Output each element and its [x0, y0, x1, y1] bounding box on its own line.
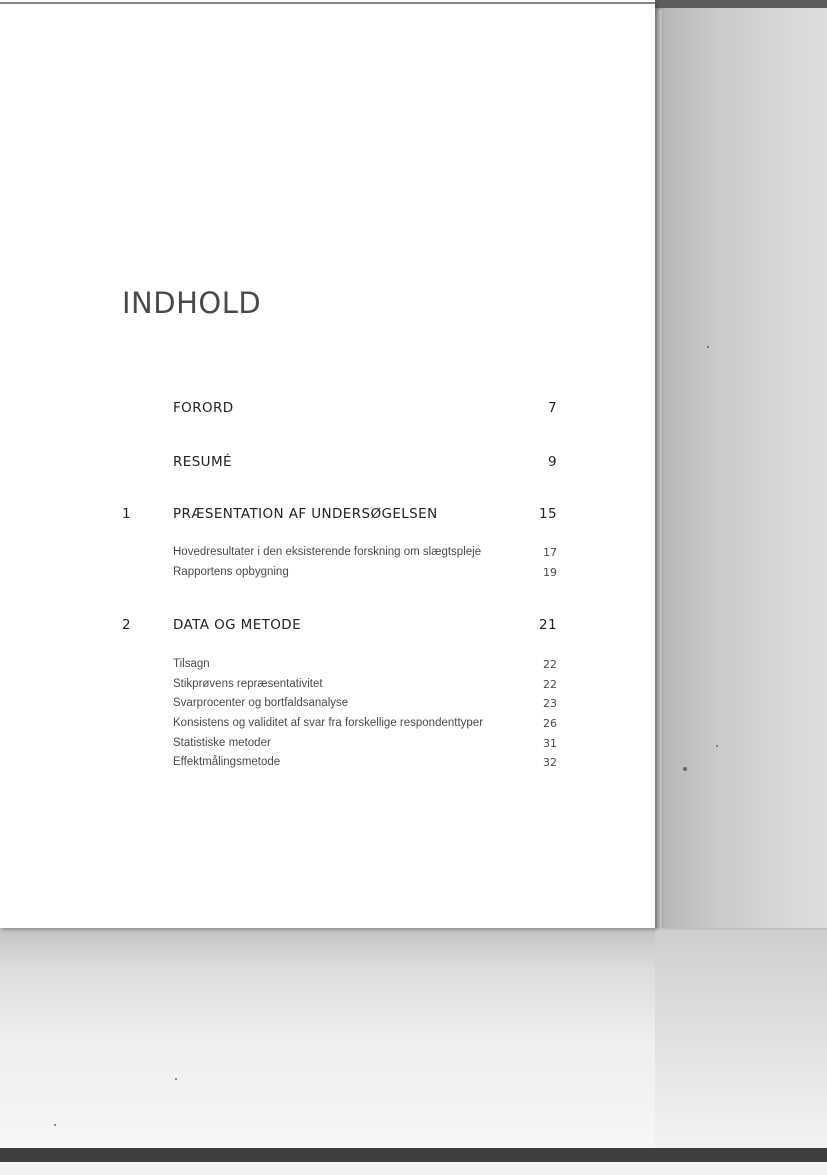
toc-subentry[interactable] — [0, 697, 560, 719]
toc-subentry-label: Svarprocenter og bortfaldsanalyse — [173, 697, 349, 709]
toc-subentry-page: 23 — [543, 697, 557, 710]
toc-subentry[interactable] — [0, 717, 560, 739]
toc-entry-page: 21 — [539, 617, 557, 633]
toc-subentry-label: Statistiske metoder — [173, 737, 271, 749]
toc-chapter-1[interactable] — [0, 506, 560, 528]
toc-subentry-page: 26 — [543, 717, 557, 730]
toc-subentry[interactable] — [0, 566, 560, 588]
scan-border-top-right — [655, 0, 827, 8]
toc-entry-label: FORORD — [173, 400, 234, 416]
toc-subentry[interactable] — [0, 658, 560, 680]
toc-chapter-number: 1 — [122, 506, 131, 522]
document-page — [0, 2, 655, 928]
scan-border-bottom — [0, 1148, 827, 1162]
toc-subentry-label: Rapportens opbygning — [173, 566, 289, 578]
toc-subentry[interactable] — [0, 756, 560, 778]
toc-chapter-2[interactable] — [0, 617, 560, 639]
toc-chapter-number: 2 — [122, 617, 131, 633]
toc-subentry-page: 19 — [543, 566, 557, 579]
toc-entry-page: 9 — [548, 454, 557, 470]
scan-margin-bottom — [0, 1162, 827, 1175]
table-of-contents — [0, 2, 655, 928]
toc-subentry-page: 32 — [543, 756, 557, 769]
scan-speck — [716, 745, 718, 747]
toc-subentry-label: Stikprøvens repræsentativitet — [173, 678, 323, 690]
toc-subentry-label: Konsistens og validitet af svar fra forskellige respondenttyper — [173, 717, 484, 729]
toc-subentry-page: 31 — [543, 737, 557, 750]
toc-entry-label: DATA OG METODE — [173, 617, 302, 633]
toc-subentry[interactable] — [0, 546, 560, 568]
toc-entry-label: RESUMÉ — [173, 454, 232, 470]
scan-speck — [175, 1078, 177, 1080]
page-title: INDHOLD — [122, 286, 262, 320]
toc-entry-summary[interactable] — [0, 454, 560, 476]
scan-speck — [707, 346, 709, 348]
scan-background-corner — [655, 930, 827, 1148]
toc-subentry-page: 17 — [543, 546, 557, 559]
toc-subentry-page: 22 — [543, 678, 557, 691]
toc-entry-foreword[interactable] — [0, 400, 560, 422]
scan-speck — [683, 767, 687, 771]
toc-entry-label: PRÆSENTATION AF UNDERSØGELSEN — [173, 506, 438, 522]
toc-subentry-page: 22 — [543, 658, 557, 671]
toc-entry-page: 7 — [548, 400, 557, 416]
scan-background-right — [655, 0, 827, 930]
scan-speck — [54, 1124, 56, 1126]
toc-subentry-label: Effektmålingsmetode — [173, 756, 281, 768]
toc-entry-page: 15 — [539, 506, 557, 522]
toc-subentry-label: Tilsagn — [173, 658, 210, 670]
toc-subentry-label: Hovedresultater i den eksisterende forskning om slægtspleje — [173, 546, 482, 558]
